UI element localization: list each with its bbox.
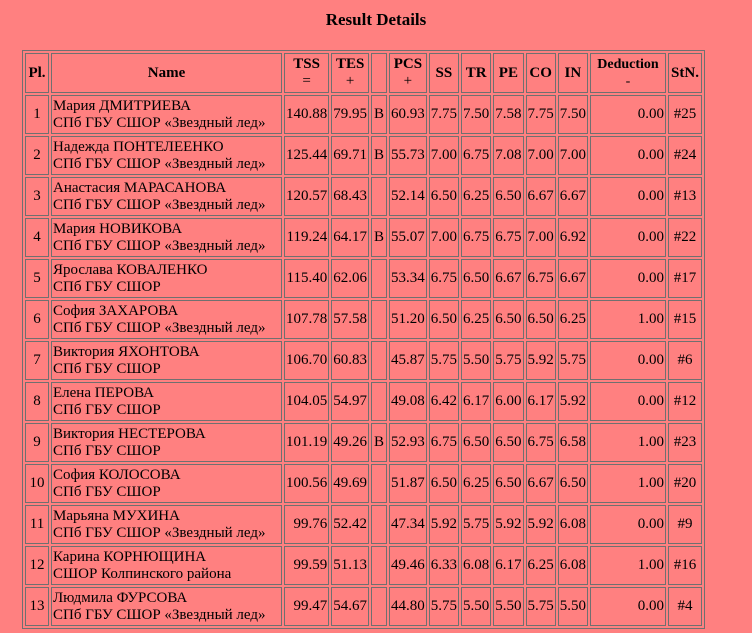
col-header-ss: SS — [429, 53, 459, 93]
start-number-cell: #6 — [668, 341, 702, 380]
in-cell: 6.67 — [558, 177, 588, 216]
club-name: СПб ГБУ СШОР — [53, 360, 161, 377]
skater-name: Мария НОВИКОВА — [53, 220, 183, 237]
in-cell: 6.92 — [558, 218, 588, 257]
club-name: СПб ГБУ СШОР «Звездный лед» — [53, 114, 266, 131]
name-cell — [51, 587, 282, 626]
deduction-cell: 0.00 — [590, 177, 666, 216]
tr-cell: 6.08 — [461, 546, 491, 585]
tr-cell: 6.25 — [461, 300, 491, 339]
tes-cell: 57.58 — [331, 300, 369, 339]
deduction-cell: 0.00 — [590, 218, 666, 257]
pe-cell: 6.67 — [493, 259, 523, 298]
deduction-cell: 0.00 — [590, 382, 666, 421]
start-number-cell: #24 — [668, 136, 702, 175]
pe-cell: 6.50 — [493, 177, 523, 216]
bonus-cell: B — [371, 136, 387, 175]
place-cell: 6 — [25, 300, 49, 339]
pcs-cell: 49.46 — [389, 546, 427, 585]
club-name: СПб ГБУ СШОР — [53, 278, 161, 295]
deduction-cell: 0.00 — [590, 95, 666, 134]
club-name: СПб ГБУ СШОР «Звездный лед» — [53, 237, 266, 254]
tss-cell: 104.05 — [284, 382, 329, 421]
col-header-place: Pl. — [25, 53, 49, 93]
name-cell — [51, 218, 282, 257]
pcs-cell: 52.14 — [389, 177, 427, 216]
club-name: СПб ГБУ СШОР «Звездный лед» — [53, 155, 266, 172]
deduction-cell: 0.00 — [590, 341, 666, 380]
in-cell: 5.92 — [558, 382, 588, 421]
club-name: СПб ГБУ СШОР «Звездный лед» — [53, 319, 266, 336]
tss-cell: 99.76 — [284, 505, 329, 544]
pcs-cell: 52.93 — [389, 423, 427, 462]
pcs-cell: 47.34 — [389, 505, 427, 544]
tr-cell: 7.50 — [461, 95, 491, 134]
name-cell — [51, 505, 282, 544]
col-header-pcs: PCS + — [389, 53, 427, 93]
name-cell — [51, 300, 282, 339]
place-cell: 11 — [25, 505, 49, 544]
start-number-cell: #9 — [668, 505, 702, 544]
name-cell — [51, 95, 282, 134]
col-header-in: IN — [558, 53, 588, 93]
in-cell: 6.50 — [558, 464, 588, 503]
tr-cell: 6.50 — [461, 259, 491, 298]
ss-cell: 6.50 — [429, 177, 459, 216]
table-row — [25, 177, 702, 216]
in-cell: 6.08 — [558, 505, 588, 544]
co-cell: 7.00 — [526, 218, 556, 257]
tes-cell: 52.42 — [331, 505, 369, 544]
in-cell: 6.08 — [558, 546, 588, 585]
tr-cell: 5.50 — [461, 341, 491, 380]
club-name: СПб ГБУ СШОР «Звездный лед» — [53, 524, 266, 541]
start-number-cell: #12 — [668, 382, 702, 421]
ss-cell: 7.00 — [429, 218, 459, 257]
skater-name: Людмила ФУРСОВА — [53, 589, 188, 606]
table-row — [25, 587, 702, 626]
deduction-cell: 1.00 — [590, 546, 666, 585]
results-table — [22, 50, 705, 629]
in-cell: 6.25 — [558, 300, 588, 339]
page-title: Result Details — [325, 10, 427, 29]
pcs-cell: 45.87 — [389, 341, 427, 380]
pcs-cell: 51.20 — [389, 300, 427, 339]
start-number-cell: #17 — [668, 259, 702, 298]
tes-cell: 68.43 — [331, 177, 369, 216]
place-cell: 7 — [25, 341, 49, 380]
ss-cell: 6.50 — [429, 300, 459, 339]
tr-cell: 5.75 — [461, 505, 491, 544]
name-cell — [51, 259, 282, 298]
tes-cell: 49.26 — [331, 423, 369, 462]
col-header-tes: TES + — [331, 53, 369, 93]
tss-cell: 99.59 — [284, 546, 329, 585]
club-name: СПб ГБУ СШОР «Звездный лед» — [53, 606, 266, 623]
table-row — [25, 546, 702, 585]
table-row — [25, 505, 702, 544]
tss-cell: 106.70 — [284, 341, 329, 380]
table-row — [25, 136, 702, 175]
club-name: СПб ГБУ СШОР «Звездный лед» — [53, 196, 266, 213]
name-cell — [51, 382, 282, 421]
club-name: СПб ГБУ СШОР — [53, 442, 161, 459]
skater-name: Анастасия МАРАСАНОВА — [53, 179, 227, 196]
tr-cell: 6.75 — [461, 218, 491, 257]
tss-cell: 107.78 — [284, 300, 329, 339]
ss-cell: 5.75 — [429, 587, 459, 626]
deduction-cell: 1.00 — [590, 464, 666, 503]
skater-name: Карина КОРНЮЩИНА — [53, 548, 207, 565]
start-number-cell: #15 — [668, 300, 702, 339]
pcs-cell: 49.08 — [389, 382, 427, 421]
col-header-pe: PE — [493, 53, 523, 93]
club-name: СШОР Колпинского района — [53, 565, 232, 582]
deduction-cell: 1.00 — [590, 423, 666, 462]
pe-cell: 6.00 — [493, 382, 523, 421]
table-row — [25, 382, 702, 421]
tes-cell: 62.06 — [331, 259, 369, 298]
table-row — [25, 259, 702, 298]
ss-cell: 6.33 — [429, 546, 459, 585]
table-row — [25, 218, 702, 257]
skater-name: Мария ДМИТРИЕВА — [53, 97, 191, 114]
co-cell: 5.92 — [526, 505, 556, 544]
pe-cell: 5.75 — [493, 341, 523, 380]
ss-cell: 5.75 — [429, 341, 459, 380]
tss-cell: 140.88 — [284, 95, 329, 134]
place-cell: 9 — [25, 423, 49, 462]
in-cell: 6.58 — [558, 423, 588, 462]
bonus-cell: B — [371, 218, 387, 257]
bonus-cell: B — [371, 423, 387, 462]
pe-cell: 5.50 — [493, 587, 523, 626]
tes-cell: 49.69 — [331, 464, 369, 503]
deduction-cell: 0.00 — [590, 505, 666, 544]
bonus-cell — [371, 546, 387, 585]
results-body — [25, 95, 702, 626]
co-cell: 5.92 — [526, 341, 556, 380]
pe-cell: 5.92 — [493, 505, 523, 544]
tss-cell: 99.47 — [284, 587, 329, 626]
in-cell: 5.75 — [558, 341, 588, 380]
pcs-cell: 53.34 — [389, 259, 427, 298]
tes-cell: 69.71 — [331, 136, 369, 175]
co-cell: 6.17 — [526, 382, 556, 421]
name-cell — [51, 546, 282, 585]
start-number-cell: #23 — [668, 423, 702, 462]
tes-cell: 54.67 — [331, 587, 369, 626]
in-cell: 7.50 — [558, 95, 588, 134]
tss-cell: 101.19 — [284, 423, 329, 462]
bonus-cell: B — [371, 95, 387, 134]
tss-cell: 115.40 — [284, 259, 329, 298]
tr-cell: 6.17 — [461, 382, 491, 421]
bonus-cell — [371, 259, 387, 298]
name-cell — [51, 177, 282, 216]
table-row — [25, 341, 702, 380]
pe-cell: 6.50 — [493, 423, 523, 462]
pe-cell: 7.58 — [493, 95, 523, 134]
start-number-cell: #13 — [668, 177, 702, 216]
co-cell: 7.00 — [526, 136, 556, 175]
club-name: СПб ГБУ СШОР — [53, 483, 161, 500]
co-cell: 5.75 — [526, 587, 556, 626]
deduction-cell: 0.00 — [590, 259, 666, 298]
in-cell: 6.67 — [558, 259, 588, 298]
pcs-cell: 51.87 — [389, 464, 427, 503]
ss-cell: 6.75 — [429, 423, 459, 462]
co-cell: 7.75 — [526, 95, 556, 134]
tes-cell: 60.83 — [331, 341, 369, 380]
bonus-cell — [371, 300, 387, 339]
skater-name: София ЗАХАРОВА — [53, 302, 179, 319]
table-row — [25, 300, 702, 339]
bonus-cell — [371, 382, 387, 421]
name-cell — [51, 464, 282, 503]
col-header-co: CO — [526, 53, 556, 93]
tr-cell: 6.75 — [461, 136, 491, 175]
start-number-cell: #25 — [668, 95, 702, 134]
tss-cell: 100.56 — [284, 464, 329, 503]
skater-name: Ярослава КОВАЛЕНКО — [53, 261, 208, 278]
start-number-cell: #22 — [668, 218, 702, 257]
pe-cell: 6.50 — [493, 464, 523, 503]
tes-cell: 54.97 — [331, 382, 369, 421]
ss-cell: 7.75 — [429, 95, 459, 134]
ss-cell: 6.75 — [429, 259, 459, 298]
tss-cell: 120.57 — [284, 177, 329, 216]
place-cell: 5 — [25, 259, 49, 298]
skater-name: Надежда ПОНТЕЛЕЕНКО — [53, 138, 224, 155]
pe-cell: 6.50 — [493, 300, 523, 339]
col-header-tss: TSS = — [284, 53, 329, 93]
pcs-cell: 55.07 — [389, 218, 427, 257]
pe-cell: 7.08 — [493, 136, 523, 175]
skater-name: Марьяна МУХИНА — [53, 507, 180, 524]
in-cell: 7.00 — [558, 136, 588, 175]
in-cell: 5.50 — [558, 587, 588, 626]
tes-cell: 64.17 — [331, 218, 369, 257]
place-cell: 4 — [25, 218, 49, 257]
name-cell — [51, 136, 282, 175]
deduction-cell: 1.00 — [590, 300, 666, 339]
co-cell: 6.75 — [526, 423, 556, 462]
tr-cell: 6.50 — [461, 423, 491, 462]
bonus-cell — [371, 341, 387, 380]
ss-cell: 5.92 — [429, 505, 459, 544]
ss-cell: 6.50 — [429, 464, 459, 503]
tes-cell: 79.95 — [331, 95, 369, 134]
place-cell: 12 — [25, 546, 49, 585]
place-cell: 8 — [25, 382, 49, 421]
co-cell: 6.75 — [526, 259, 556, 298]
skater-name: Виктория ЯХОНТОВА — [53, 343, 200, 360]
tr-cell: 6.25 — [461, 177, 491, 216]
table-row — [25, 95, 702, 134]
skater-name: Виктория НЕСТЕРОВА — [53, 425, 206, 442]
start-number-cell: #20 — [668, 464, 702, 503]
start-number-cell: #16 — [668, 546, 702, 585]
name-cell — [51, 423, 282, 462]
tes-cell: 51.13 — [331, 546, 369, 585]
place-cell: 10 — [25, 464, 49, 503]
bonus-cell — [371, 464, 387, 503]
skater-name: Елена ПЕРОВА — [53, 384, 154, 401]
pcs-cell: 44.80 — [389, 587, 427, 626]
co-cell: 6.50 — [526, 300, 556, 339]
bonus-cell — [371, 177, 387, 216]
pcs-cell: 60.93 — [389, 95, 427, 134]
pe-cell: 6.17 — [493, 546, 523, 585]
pe-cell: 6.75 — [493, 218, 523, 257]
place-cell: 2 — [25, 136, 49, 175]
club-name: СПб ГБУ СШОР — [53, 401, 161, 418]
ss-cell: 6.42 — [429, 382, 459, 421]
col-header-bonus — [371, 53, 387, 93]
place-cell: 3 — [25, 177, 49, 216]
skater-name: София КОЛОСОВА — [53, 466, 181, 483]
ss-cell: 7.00 — [429, 136, 459, 175]
tr-cell: 5.50 — [461, 587, 491, 626]
deduction-cell: 0.00 — [590, 136, 666, 175]
table-row — [25, 464, 702, 503]
place-cell: 13 — [25, 587, 49, 626]
bonus-cell — [371, 587, 387, 626]
table-row — [25, 423, 702, 462]
deduction-cell: 0.00 — [590, 587, 666, 626]
co-cell: 6.67 — [526, 464, 556, 503]
col-header-start-number: StN. — [668, 53, 702, 93]
col-header-deduction: Deduction - — [590, 53, 666, 93]
co-cell: 6.67 — [526, 177, 556, 216]
tss-cell: 119.24 — [284, 218, 329, 257]
pcs-cell: 55.73 — [389, 136, 427, 175]
bonus-cell — [371, 505, 387, 544]
start-number-cell: #4 — [668, 587, 702, 626]
name-cell — [51, 341, 282, 380]
place-cell: 1 — [25, 95, 49, 134]
col-header-tr: TR — [461, 53, 491, 93]
tr-cell: 6.25 — [461, 464, 491, 503]
header-row — [25, 53, 702, 93]
col-header-name: Name — [51, 53, 282, 93]
tss-cell: 125.44 — [284, 136, 329, 175]
co-cell: 6.25 — [526, 546, 556, 585]
